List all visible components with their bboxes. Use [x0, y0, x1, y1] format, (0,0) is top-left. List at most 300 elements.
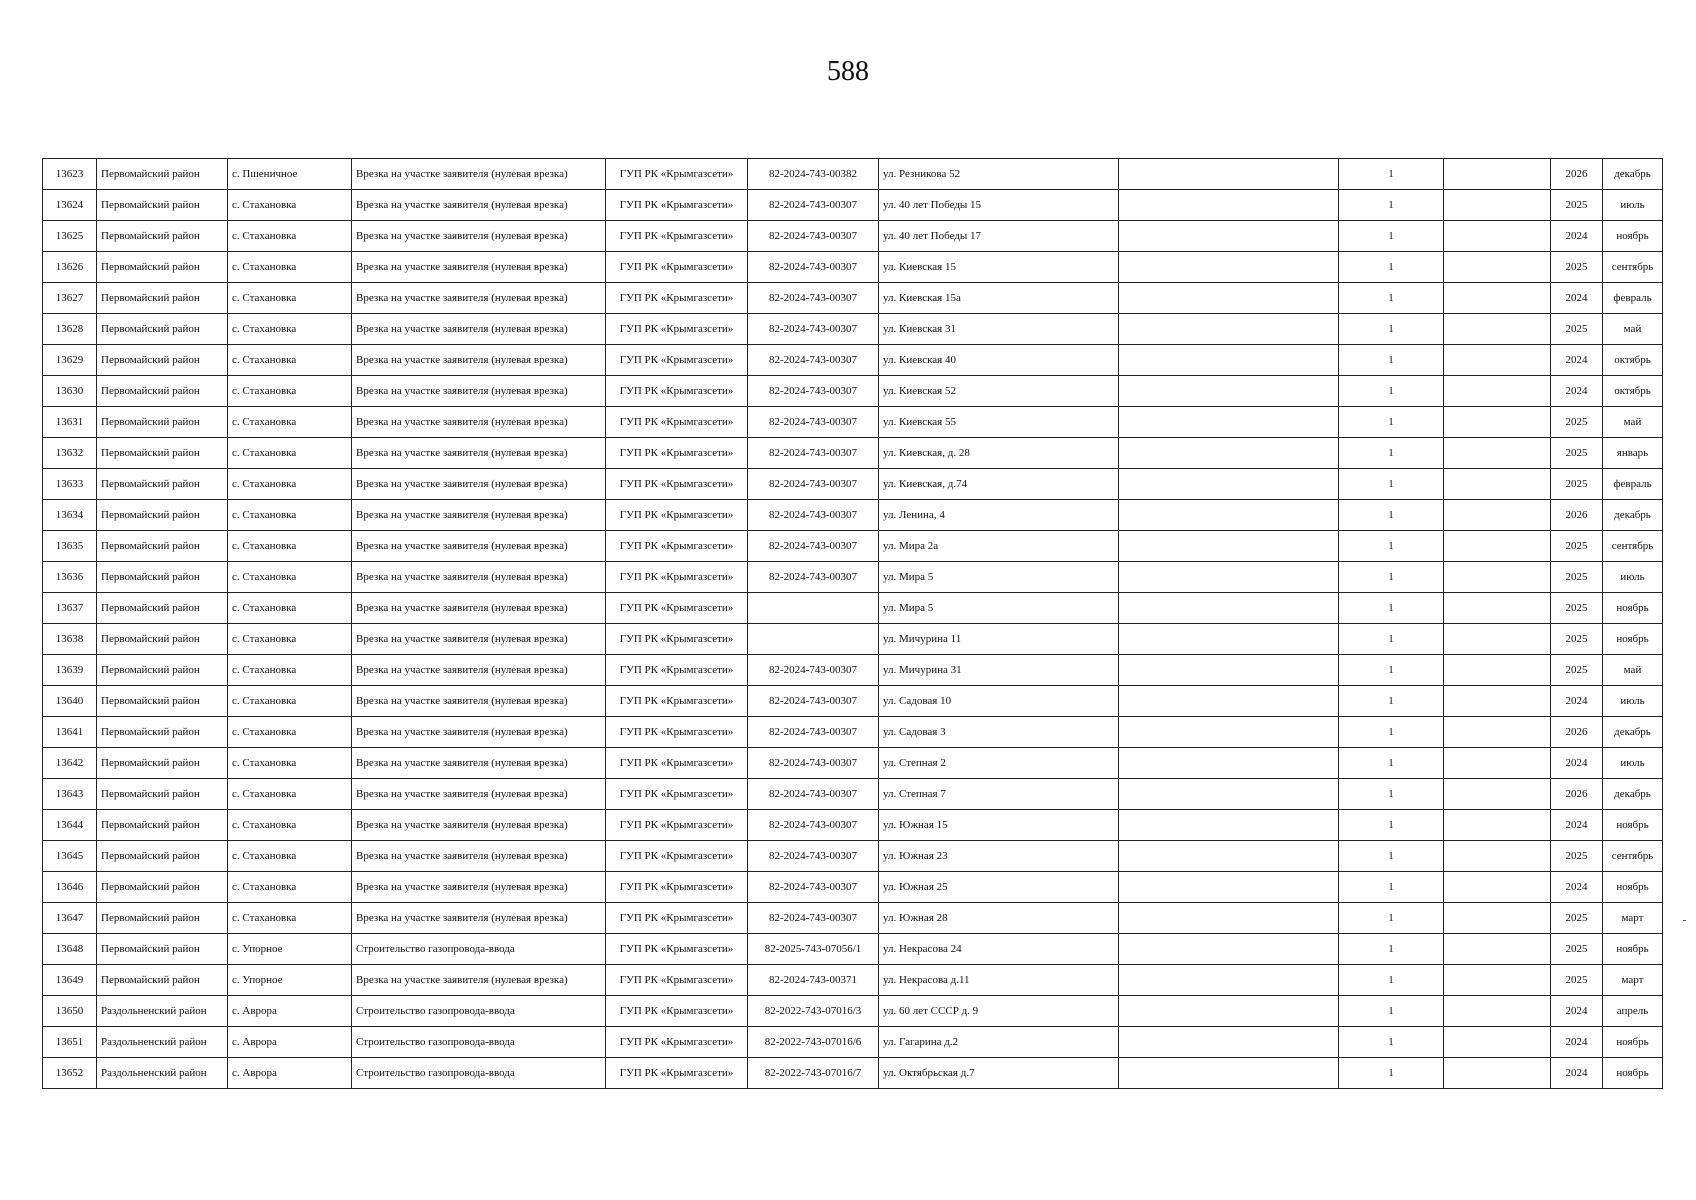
organization-cell: ГУП РК «Крымгазсети» — [606, 283, 748, 314]
table-row — [43, 717, 1663, 748]
permit-code-cell: 82-2024-743-00307 — [748, 872, 879, 903]
quantity-cell: 1 — [1339, 686, 1444, 717]
month-cell: март — [1603, 903, 1663, 934]
organization-cell: ГУП РК «Крымгазсети» — [606, 624, 748, 655]
note-cell — [1119, 469, 1339, 500]
permit-code-cell: 82-2024-743-00307 — [748, 903, 879, 934]
note-cell — [1119, 283, 1339, 314]
table-row — [43, 531, 1663, 562]
quantity-cell: 1 — [1339, 996, 1444, 1027]
row-number-cell: 13628 — [43, 314, 97, 345]
month-cell: ноябрь — [1603, 1058, 1663, 1089]
quantity-cell: 1 — [1339, 500, 1444, 531]
note-cell — [1119, 872, 1339, 903]
work-type-cell: Врезка на участке заявителя (нулевая врезка) — [352, 531, 606, 562]
note-cell — [1119, 965, 1339, 996]
settlement-cell: с. Стахановка — [228, 438, 352, 469]
table-row — [43, 190, 1663, 221]
note-cell — [1119, 779, 1339, 810]
year-cell: 2025 — [1551, 593, 1603, 624]
settlement-cell: с. Стахановка — [228, 190, 352, 221]
month-cell: июль — [1603, 748, 1663, 779]
year-cell: 2025 — [1551, 531, 1603, 562]
month-cell: июль — [1603, 562, 1663, 593]
month-cell: декабрь — [1603, 779, 1663, 810]
address-cell: ул. Мира 5 — [879, 562, 1119, 593]
table-row — [43, 593, 1663, 624]
address-cell: ул. Мичурина 11 — [879, 624, 1119, 655]
row-number-cell: 13649 — [43, 965, 97, 996]
address-cell: ул. Садовая 3 — [879, 717, 1119, 748]
permit-code-cell: 82-2024-743-00307 — [748, 376, 879, 407]
district-cell: Раздольненский район — [97, 1027, 228, 1058]
month-cell: ноябрь — [1603, 221, 1663, 252]
permit-code-cell: 82-2024-743-00307 — [748, 686, 879, 717]
district-cell: Первомайский район — [97, 345, 228, 376]
settlement-cell: с. Стахановка — [228, 221, 352, 252]
year-cell: 2025 — [1551, 841, 1603, 872]
work-type-cell: Строительство газопровода-ввода — [352, 1027, 606, 1058]
extra-cell — [1444, 1027, 1551, 1058]
table-row — [43, 903, 1663, 934]
address-cell: ул. Южная 25 — [879, 872, 1119, 903]
row-number-cell: 13627 — [43, 283, 97, 314]
extra-cell — [1444, 841, 1551, 872]
district-cell: Первомайский район — [97, 872, 228, 903]
note-cell — [1119, 190, 1339, 221]
quantity-cell: 1 — [1339, 407, 1444, 438]
table-row — [43, 562, 1663, 593]
work-type-cell: Врезка на участке заявителя (нулевая врезка) — [352, 841, 606, 872]
district-cell: Раздольненский район — [97, 996, 228, 1027]
note-cell — [1119, 748, 1339, 779]
year-cell: 2024 — [1551, 221, 1603, 252]
permit-code-cell: 82-2024-743-00307 — [748, 469, 879, 500]
work-type-cell: Врезка на участке заявителя (нулевая врезка) — [352, 593, 606, 624]
permit-code-cell: 82-2024-743-00307 — [748, 562, 879, 593]
table-row — [43, 686, 1663, 717]
month-cell: сентябрь — [1603, 252, 1663, 283]
district-cell: Первомайский район — [97, 159, 228, 190]
address-cell: ул. Киевская 15а — [879, 283, 1119, 314]
organization-cell: ГУП РК «Крымгазсети» — [606, 810, 748, 841]
permit-code-cell: 82-2024-743-00307 — [748, 283, 879, 314]
quantity-cell: 1 — [1339, 841, 1444, 872]
settlement-cell: с. Стахановка — [228, 717, 352, 748]
year-cell: 2024 — [1551, 376, 1603, 407]
extra-cell — [1444, 593, 1551, 624]
settlement-cell: с. Стахановка — [228, 748, 352, 779]
note-cell — [1119, 221, 1339, 252]
note-cell — [1119, 996, 1339, 1027]
month-cell: май — [1603, 407, 1663, 438]
district-cell: Раздольненский район — [97, 1058, 228, 1089]
extra-cell — [1444, 438, 1551, 469]
permit-code-cell: 82-2024-743-00307 — [748, 407, 879, 438]
district-cell: Первомайский район — [97, 686, 228, 717]
extra-cell — [1444, 686, 1551, 717]
note-cell — [1119, 407, 1339, 438]
row-number-cell: 13640 — [43, 686, 97, 717]
work-type-cell: Врезка на участке заявителя (нулевая врезка) — [352, 624, 606, 655]
work-type-cell: Врезка на участке заявителя (нулевая врезка) — [352, 810, 606, 841]
year-cell: 2025 — [1551, 407, 1603, 438]
address-cell: ул. Мира 2а — [879, 531, 1119, 562]
year-cell: 2025 — [1551, 934, 1603, 965]
table-row — [43, 748, 1663, 779]
permit-code-cell: 82-2024-743-00307 — [748, 500, 879, 531]
organization-cell: ГУП РК «Крымгазсети» — [606, 779, 748, 810]
table-row — [43, 965, 1663, 996]
permit-code-cell: 82-2024-743-00307 — [748, 190, 879, 221]
month-cell: февраль — [1603, 469, 1663, 500]
row-number-cell: 13631 — [43, 407, 97, 438]
organization-cell: ГУП РК «Крымгазсети» — [606, 159, 748, 190]
table-row — [43, 469, 1663, 500]
settlement-cell: с. Стахановка — [228, 686, 352, 717]
settlement-cell: с. Стахановка — [228, 407, 352, 438]
district-cell: Первомайский район — [97, 252, 228, 283]
note-cell — [1119, 655, 1339, 686]
work-type-cell: Врезка на участке заявителя (нулевая врезка) — [352, 159, 606, 190]
quantity-cell: 1 — [1339, 314, 1444, 345]
district-cell: Первомайский район — [97, 748, 228, 779]
row-number-cell: 13647 — [43, 903, 97, 934]
note-cell — [1119, 252, 1339, 283]
quantity-cell: 1 — [1339, 531, 1444, 562]
district-cell: Первомайский район — [97, 779, 228, 810]
note-cell — [1119, 531, 1339, 562]
note-cell — [1119, 345, 1339, 376]
work-type-cell: Врезка на участке заявителя (нулевая врезка) — [352, 686, 606, 717]
organization-cell: ГУП РК «Крымгазсети» — [606, 686, 748, 717]
permit-code-cell: 82-2025-743-07056/1 — [748, 934, 879, 965]
work-type-cell: Врезка на участке заявителя (нулевая врезка) — [352, 376, 606, 407]
settlement-cell: с. Стахановка — [228, 469, 352, 500]
row-number-cell: 13642 — [43, 748, 97, 779]
organization-cell: ГУП РК «Крымгазсети» — [606, 934, 748, 965]
note-cell — [1119, 624, 1339, 655]
address-cell: ул. Мичурина 31 — [879, 655, 1119, 686]
note-cell — [1119, 1027, 1339, 1058]
quantity-cell: 1 — [1339, 345, 1444, 376]
district-cell: Первомайский район — [97, 314, 228, 345]
settlement-cell: с. Стахановка — [228, 252, 352, 283]
scan-mark — [1683, 920, 1686, 921]
extra-cell — [1444, 562, 1551, 593]
extra-cell — [1444, 1058, 1551, 1089]
month-cell: декабрь — [1603, 717, 1663, 748]
quantity-cell: 1 — [1339, 593, 1444, 624]
row-number-cell: 13650 — [43, 996, 97, 1027]
row-number-cell: 13632 — [43, 438, 97, 469]
extra-cell — [1444, 283, 1551, 314]
table-row — [43, 283, 1663, 314]
permit-code-cell: 82-2024-743-00307 — [748, 531, 879, 562]
district-cell: Первомайский район — [97, 717, 228, 748]
district-cell: Первомайский район — [97, 841, 228, 872]
table-row — [43, 872, 1663, 903]
quantity-cell: 1 — [1339, 1058, 1444, 1089]
row-number-cell: 13625 — [43, 221, 97, 252]
district-cell: Первомайский район — [97, 283, 228, 314]
work-type-cell: Врезка на участке заявителя (нулевая врезка) — [352, 655, 606, 686]
quantity-cell: 1 — [1339, 965, 1444, 996]
address-cell: ул. Резникова 52 — [879, 159, 1119, 190]
organization-cell: ГУП РК «Крымгазсети» — [606, 965, 748, 996]
settlement-cell: с. Стахановка — [228, 376, 352, 407]
month-cell: ноябрь — [1603, 624, 1663, 655]
month-cell: май — [1603, 655, 1663, 686]
table-row — [43, 934, 1663, 965]
permit-code-cell: 82-2024-743-00307 — [748, 748, 879, 779]
organization-cell: ГУП РК «Крымгазсети» — [606, 376, 748, 407]
quantity-cell: 1 — [1339, 934, 1444, 965]
organization-cell: ГУП РК «Крымгазсети» — [606, 314, 748, 345]
month-cell: декабрь — [1603, 159, 1663, 190]
month-cell: март — [1603, 965, 1663, 996]
address-cell: ул. Ленина, 4 — [879, 500, 1119, 531]
address-cell: ул. Октябрьская д.7 — [879, 1058, 1119, 1089]
quantity-cell: 1 — [1339, 748, 1444, 779]
year-cell: 2025 — [1551, 252, 1603, 283]
extra-cell — [1444, 500, 1551, 531]
year-cell: 2025 — [1551, 190, 1603, 221]
extra-cell — [1444, 996, 1551, 1027]
month-cell: ноябрь — [1603, 593, 1663, 624]
year-cell: 2026 — [1551, 779, 1603, 810]
table-row — [43, 996, 1663, 1027]
organization-cell: ГУП РК «Крымгазсети» — [606, 531, 748, 562]
district-cell: Первомайский район — [97, 500, 228, 531]
district-cell: Первомайский район — [97, 469, 228, 500]
address-cell: ул. Киевская 31 — [879, 314, 1119, 345]
row-number-cell: 13635 — [43, 531, 97, 562]
district-cell: Первомайский район — [97, 624, 228, 655]
month-cell: апрель — [1603, 996, 1663, 1027]
work-type-cell: Врезка на участке заявителя (нулевая врезка) — [352, 252, 606, 283]
settlement-cell: с. Стахановка — [228, 624, 352, 655]
month-cell: ноябрь — [1603, 810, 1663, 841]
quantity-cell: 1 — [1339, 872, 1444, 903]
organization-cell: ГУП РК «Крымгазсети» — [606, 996, 748, 1027]
permit-code-cell: 82-2024-743-00307 — [748, 717, 879, 748]
month-cell: февраль — [1603, 283, 1663, 314]
year-cell: 2024 — [1551, 345, 1603, 376]
permit-code-cell: 82-2024-743-00371 — [748, 965, 879, 996]
settlement-cell: с. Стахановка — [228, 779, 352, 810]
address-cell: ул. Южная 28 — [879, 903, 1119, 934]
year-cell: 2024 — [1551, 810, 1603, 841]
registry-body — [43, 159, 1663, 1089]
district-cell: Первомайский район — [97, 903, 228, 934]
note-cell — [1119, 717, 1339, 748]
row-number-cell: 13626 — [43, 252, 97, 283]
year-cell: 2026 — [1551, 717, 1603, 748]
address-cell: ул. Киевская 15 — [879, 252, 1119, 283]
permit-code-cell: 82-2024-743-00307 — [748, 252, 879, 283]
table-row — [43, 1027, 1663, 1058]
registry-table — [42, 158, 1663, 1089]
work-type-cell: Врезка на участке заявителя (нулевая врезка) — [352, 283, 606, 314]
address-cell: ул. Степная 2 — [879, 748, 1119, 779]
row-number-cell: 13634 — [43, 500, 97, 531]
settlement-cell: с. Стахановка — [228, 345, 352, 376]
settlement-cell: с. Стахановка — [228, 810, 352, 841]
table-row — [43, 221, 1663, 252]
table-row — [43, 314, 1663, 345]
settlement-cell: с. Стахановка — [228, 314, 352, 345]
quantity-cell: 1 — [1339, 252, 1444, 283]
year-cell: 2024 — [1551, 996, 1603, 1027]
settlement-cell: с. Стахановка — [228, 531, 352, 562]
row-number-cell: 13630 — [43, 376, 97, 407]
permit-code-cell: 82-2022-743-07016/6 — [748, 1027, 879, 1058]
work-type-cell: Врезка на участке заявителя (нулевая врезка) — [352, 407, 606, 438]
district-cell: Первомайский район — [97, 655, 228, 686]
month-cell: ноябрь — [1603, 1027, 1663, 1058]
quantity-cell: 1 — [1339, 438, 1444, 469]
work-type-cell: Врезка на участке заявителя (нулевая врезка) — [352, 903, 606, 934]
district-cell: Первомайский район — [97, 562, 228, 593]
quantity-cell: 1 — [1339, 221, 1444, 252]
district-cell: Первомайский район — [97, 934, 228, 965]
note-cell — [1119, 159, 1339, 190]
settlement-cell: с. Аврора — [228, 1058, 352, 1089]
work-type-cell: Врезка на участке заявителя (нулевая врезка) — [352, 965, 606, 996]
extra-cell — [1444, 748, 1551, 779]
note-cell — [1119, 841, 1339, 872]
table-row — [43, 376, 1663, 407]
table-row — [43, 779, 1663, 810]
note-cell — [1119, 810, 1339, 841]
note-cell — [1119, 500, 1339, 531]
year-cell: 2024 — [1551, 686, 1603, 717]
organization-cell: ГУП РК «Крымгазсети» — [606, 1058, 748, 1089]
permit-code-cell: 82-2024-743-00307 — [748, 779, 879, 810]
organization-cell: ГУП РК «Крымгазсети» — [606, 903, 748, 934]
table-row — [43, 159, 1663, 190]
quantity-cell: 1 — [1339, 624, 1444, 655]
settlement-cell: с. Стахановка — [228, 593, 352, 624]
extra-cell — [1444, 903, 1551, 934]
work-type-cell: Врезка на участке заявителя (нулевая врезка) — [352, 562, 606, 593]
note-cell — [1119, 562, 1339, 593]
extra-cell — [1444, 934, 1551, 965]
organization-cell: ГУП РК «Крымгазсети» — [606, 841, 748, 872]
row-number-cell: 13624 — [43, 190, 97, 221]
note-cell — [1119, 376, 1339, 407]
permit-code-cell: 82-2024-743-00307 — [748, 841, 879, 872]
row-number-cell: 13643 — [43, 779, 97, 810]
extra-cell — [1444, 624, 1551, 655]
quantity-cell: 1 — [1339, 717, 1444, 748]
address-cell: ул. Садовая 10 — [879, 686, 1119, 717]
address-cell: ул. Южная 15 — [879, 810, 1119, 841]
year-cell: 2024 — [1551, 1058, 1603, 1089]
page-number: 588 — [827, 56, 869, 87]
note-cell — [1119, 903, 1339, 934]
month-cell: декабрь — [1603, 500, 1663, 531]
permit-code-cell: 82-2024-743-00307 — [748, 345, 879, 376]
address-cell: ул. Некрасова д.11 — [879, 965, 1119, 996]
note-cell — [1119, 934, 1339, 965]
quantity-cell: 1 — [1339, 903, 1444, 934]
work-type-cell: Строительство газопровода-ввода — [352, 1058, 606, 1089]
permit-code-cell: 82-2022-743-07016/7 — [748, 1058, 879, 1089]
organization-cell: ГУП РК «Крымгазсети» — [606, 872, 748, 903]
year-cell: 2024 — [1551, 748, 1603, 779]
address-cell: ул. Киевская 52 — [879, 376, 1119, 407]
organization-cell: ГУП РК «Крымгазсети» — [606, 1027, 748, 1058]
row-number-cell: 13646 — [43, 872, 97, 903]
quantity-cell: 1 — [1339, 190, 1444, 221]
quantity-cell: 1 — [1339, 376, 1444, 407]
address-cell: ул. Гагарина д.2 — [879, 1027, 1119, 1058]
extra-cell — [1444, 872, 1551, 903]
note-cell — [1119, 593, 1339, 624]
settlement-cell: с. Стахановка — [228, 562, 352, 593]
table-row — [43, 438, 1663, 469]
organization-cell: ГУП РК «Крымгазсети» — [606, 345, 748, 376]
address-cell: ул. 40 лет Победы 17 — [879, 221, 1119, 252]
month-cell: сентябрь — [1603, 841, 1663, 872]
table-row — [43, 407, 1663, 438]
work-type-cell: Врезка на участке заявителя (нулевая врезка) — [352, 314, 606, 345]
row-number-cell: 13648 — [43, 934, 97, 965]
permit-code-cell: 82-2022-743-07016/3 — [748, 996, 879, 1027]
district-cell: Первомайский район — [97, 190, 228, 221]
quantity-cell: 1 — [1339, 283, 1444, 314]
organization-cell: ГУП РК «Крымгазсети» — [606, 438, 748, 469]
year-cell: 2026 — [1551, 159, 1603, 190]
year-cell: 2025 — [1551, 655, 1603, 686]
address-cell: ул. Киевская, д.74 — [879, 469, 1119, 500]
year-cell: 2025 — [1551, 438, 1603, 469]
permit-code-cell: 82-2024-743-00307 — [748, 810, 879, 841]
settlement-cell: с. Стахановка — [228, 500, 352, 531]
district-cell: Первомайский район — [97, 593, 228, 624]
row-number-cell: 13651 — [43, 1027, 97, 1058]
year-cell: 2025 — [1551, 314, 1603, 345]
work-type-cell: Врезка на участке заявителя (нулевая врезка) — [352, 190, 606, 221]
extra-cell — [1444, 345, 1551, 376]
table-row — [43, 1058, 1663, 1089]
year-cell: 2025 — [1551, 965, 1603, 996]
district-cell: Первомайский район — [97, 438, 228, 469]
work-type-cell: Строительство газопровода-ввода — [352, 934, 606, 965]
row-number-cell: 13623 — [43, 159, 97, 190]
settlement-cell: с. Стахановка — [228, 903, 352, 934]
work-type-cell: Врезка на участке заявителя (нулевая врезка) — [352, 500, 606, 531]
district-cell: Первомайский район — [97, 810, 228, 841]
work-type-cell: Строительство газопровода-ввода — [352, 996, 606, 1027]
table-row — [43, 345, 1663, 376]
organization-cell: ГУП РК «Крымгазсети» — [606, 562, 748, 593]
row-number-cell: 13652 — [43, 1058, 97, 1089]
table-row — [43, 810, 1663, 841]
note-cell — [1119, 1058, 1339, 1089]
district-cell: Первомайский район — [97, 376, 228, 407]
year-cell: 2025 — [1551, 562, 1603, 593]
settlement-cell: с. Упорное — [228, 934, 352, 965]
organization-cell: ГУП РК «Крымгазсети» — [606, 190, 748, 221]
row-number-cell: 13645 — [43, 841, 97, 872]
district-cell: Первомайский район — [97, 221, 228, 252]
district-cell: Первомайский район — [97, 531, 228, 562]
address-cell: ул. Киевская, д. 28 — [879, 438, 1119, 469]
month-cell: май — [1603, 314, 1663, 345]
